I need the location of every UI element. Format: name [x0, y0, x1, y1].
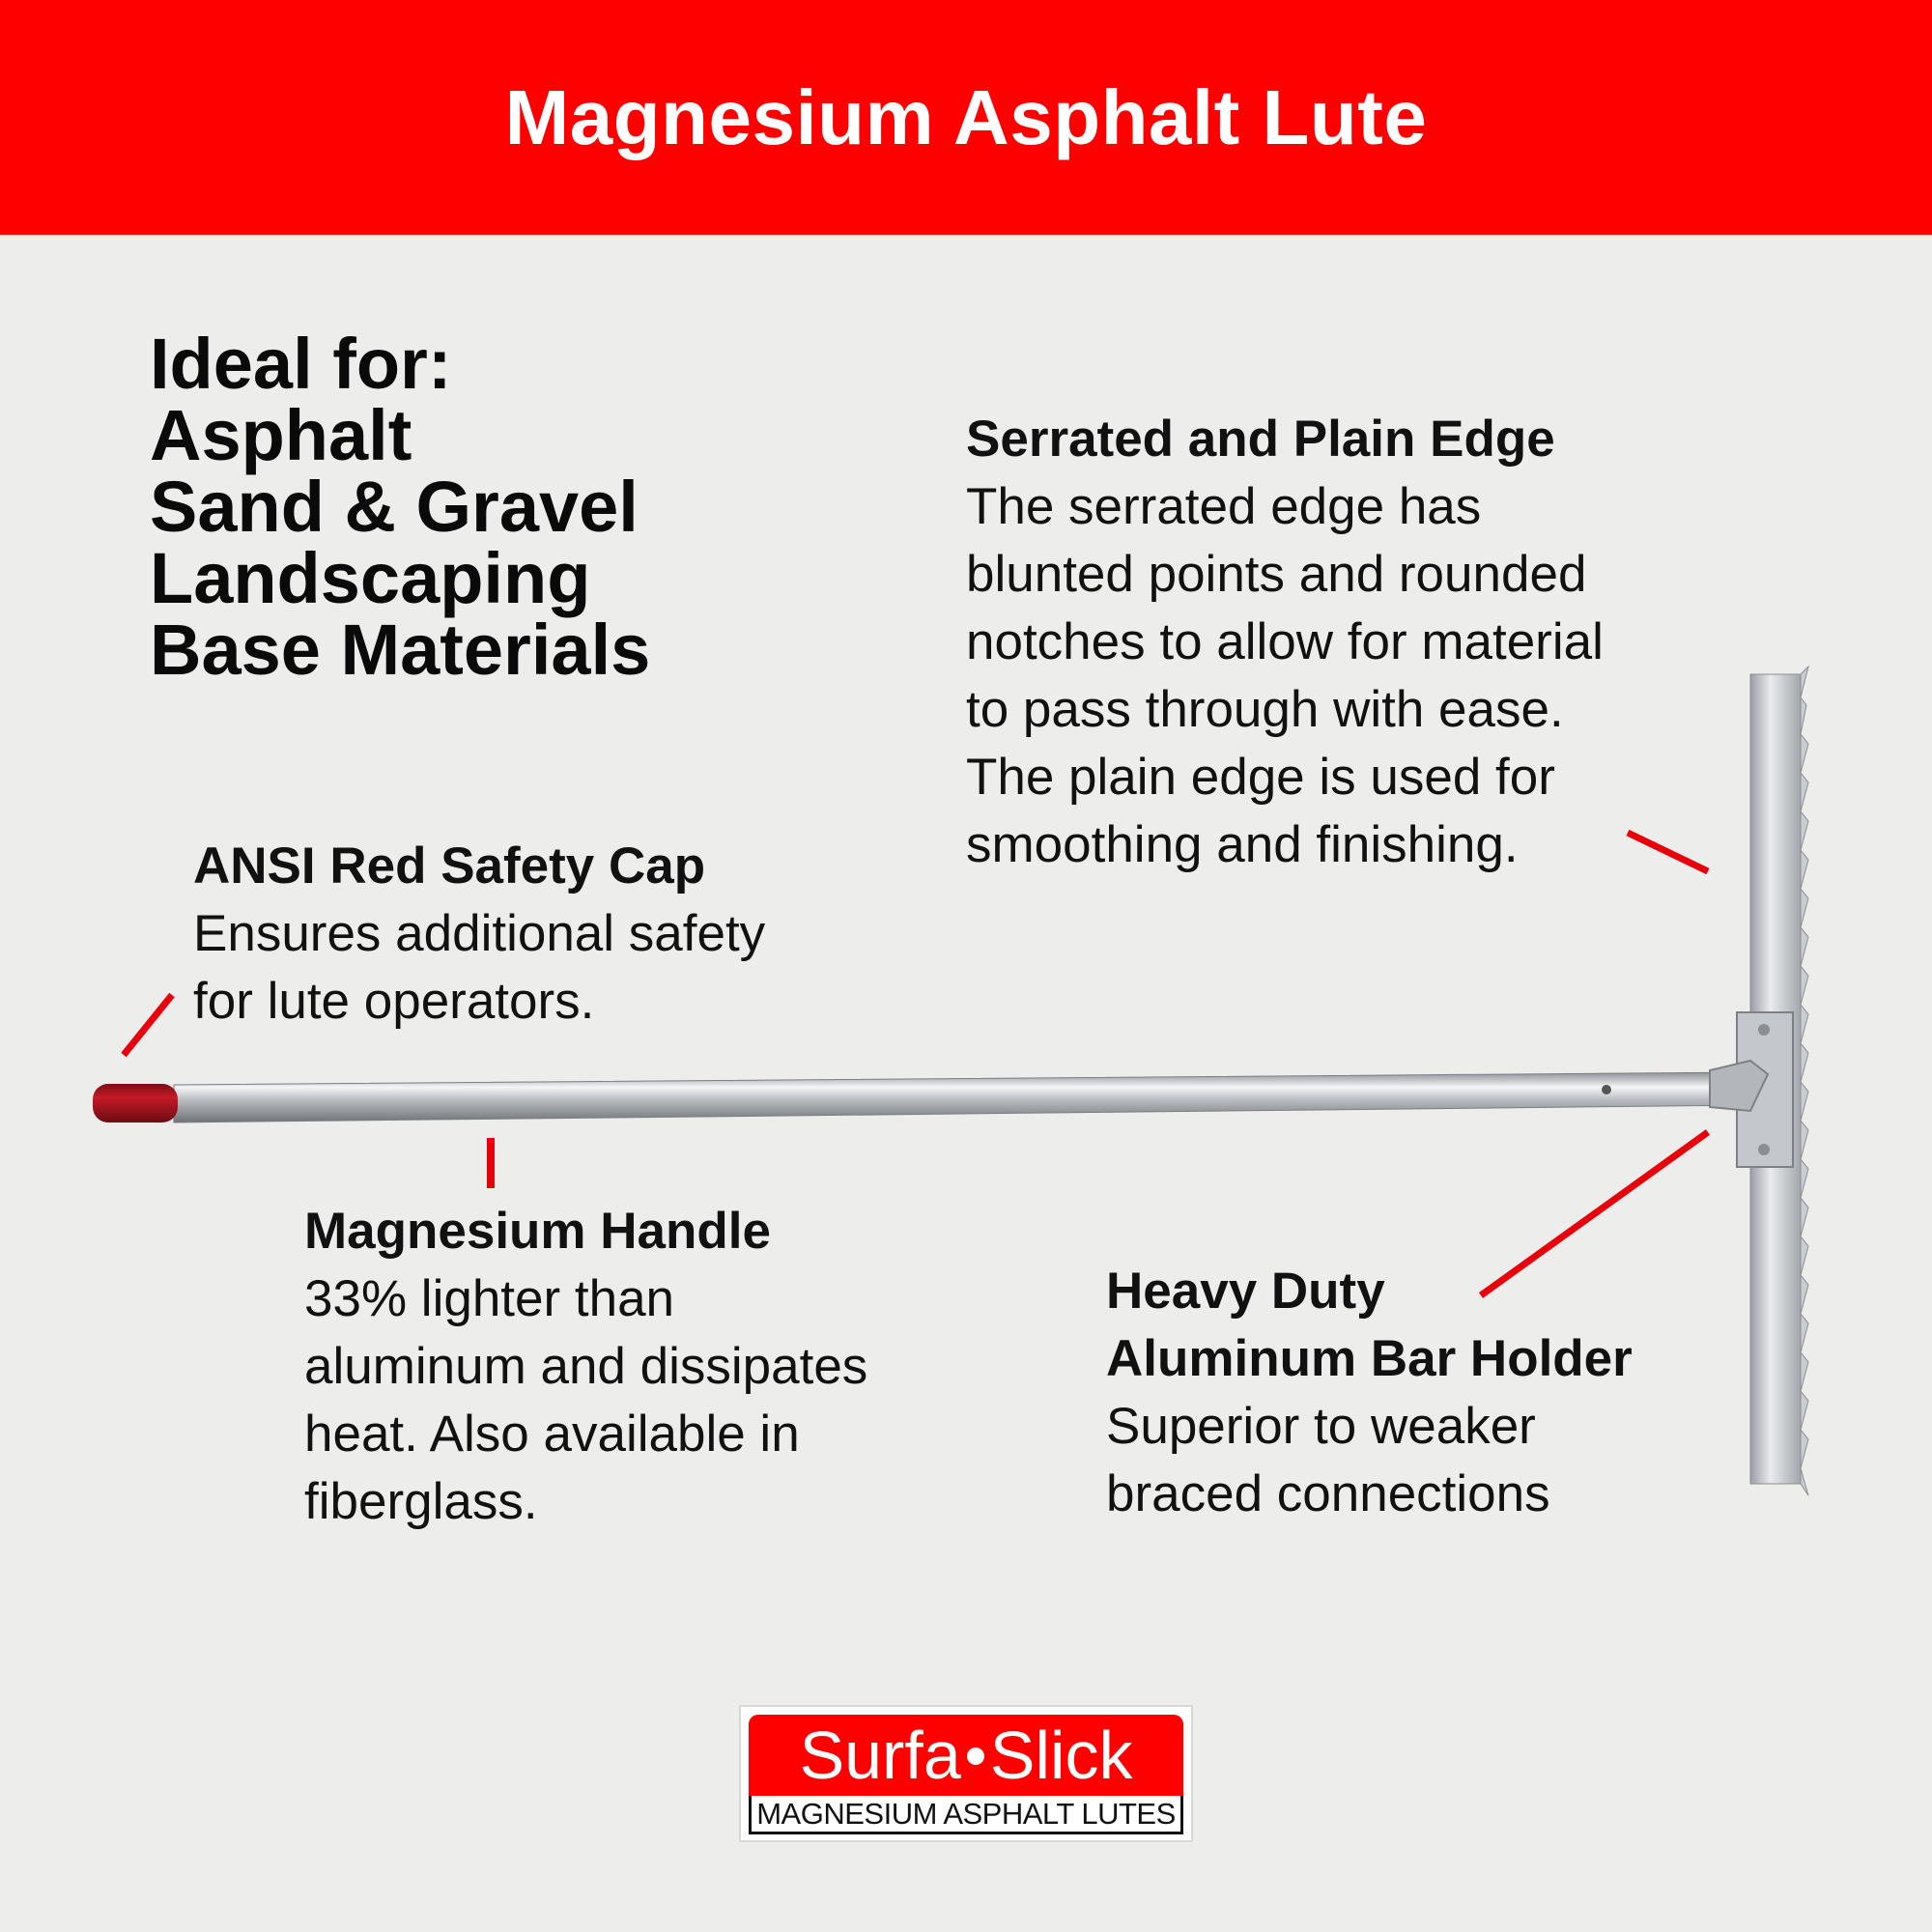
leader-line — [1481, 1132, 1708, 1295]
magnesium-handle — [174, 1072, 1753, 1122]
callout-title: Heavy Duty — [1106, 1263, 1385, 1320]
callout-line: The plain edge is used for — [966, 749, 1555, 806]
bar-holder-bolt — [1758, 1024, 1770, 1036]
ideal-for-item: Sand & Gravel — [150, 467, 639, 547]
callout-title: Aluminum Bar Holder — [1106, 1330, 1633, 1387]
surfa-slick-logo — [739, 1705, 1193, 1842]
callout-line: notches to allow for material — [966, 613, 1604, 670]
serrated-teeth — [1801, 667, 1808, 1495]
ideal-for-item: Landscaping — [150, 538, 591, 618]
callout-title: Serrated and Plain Edge — [966, 411, 1555, 468]
ideal-for-heading: Ideal for: — [150, 324, 452, 404]
bar-holder-bolt — [1758, 1144, 1770, 1155]
callout-line: aluminum and dissipates — [304, 1338, 868, 1395]
callout-line: smoothing and finishing. — [966, 816, 1519, 873]
page-title: Magnesium Asphalt Lute — [504, 73, 1428, 160]
logo-dot-icon — [967, 1747, 984, 1765]
logo-tagline: MAGNESIUM ASPHALT LUTES — [749, 1796, 1183, 1834]
ideal-for-item: Base Materials — [150, 610, 651, 690]
callout-line: The serrated edge has — [966, 478, 1482, 535]
ideal-for-item: Asphalt — [150, 395, 412, 475]
safety-cap — [93, 1084, 178, 1122]
logo-brand-left: Surfa — [799, 1718, 961, 1793]
callout-title: ANSI Red Safety Cap — [193, 838, 706, 895]
callout-line: for lute operators. — [193, 973, 595, 1030]
handle-rivet — [1602, 1085, 1611, 1094]
callout-line: Superior to weaker — [1106, 1398, 1536, 1455]
callout-line: to pass through with ease. — [966, 681, 1564, 738]
leader-line — [1628, 833, 1708, 871]
callout-line: fiberglass. — [304, 1473, 538, 1530]
callout-title: Magnesium Handle — [304, 1203, 771, 1260]
callout-line: braced connections — [1106, 1465, 1550, 1522]
callout-line: heat. Also available in — [304, 1406, 800, 1463]
callout-line: 33% lighter than — [304, 1270, 675, 1327]
callout-line: blunted points and rounded — [966, 546, 1587, 603]
leader-line — [124, 995, 172, 1055]
logo-brand — [749, 1715, 1183, 1796]
logo-brand-right: Slick — [989, 1718, 1133, 1793]
callout-line: Ensures additional safety — [193, 905, 766, 962]
